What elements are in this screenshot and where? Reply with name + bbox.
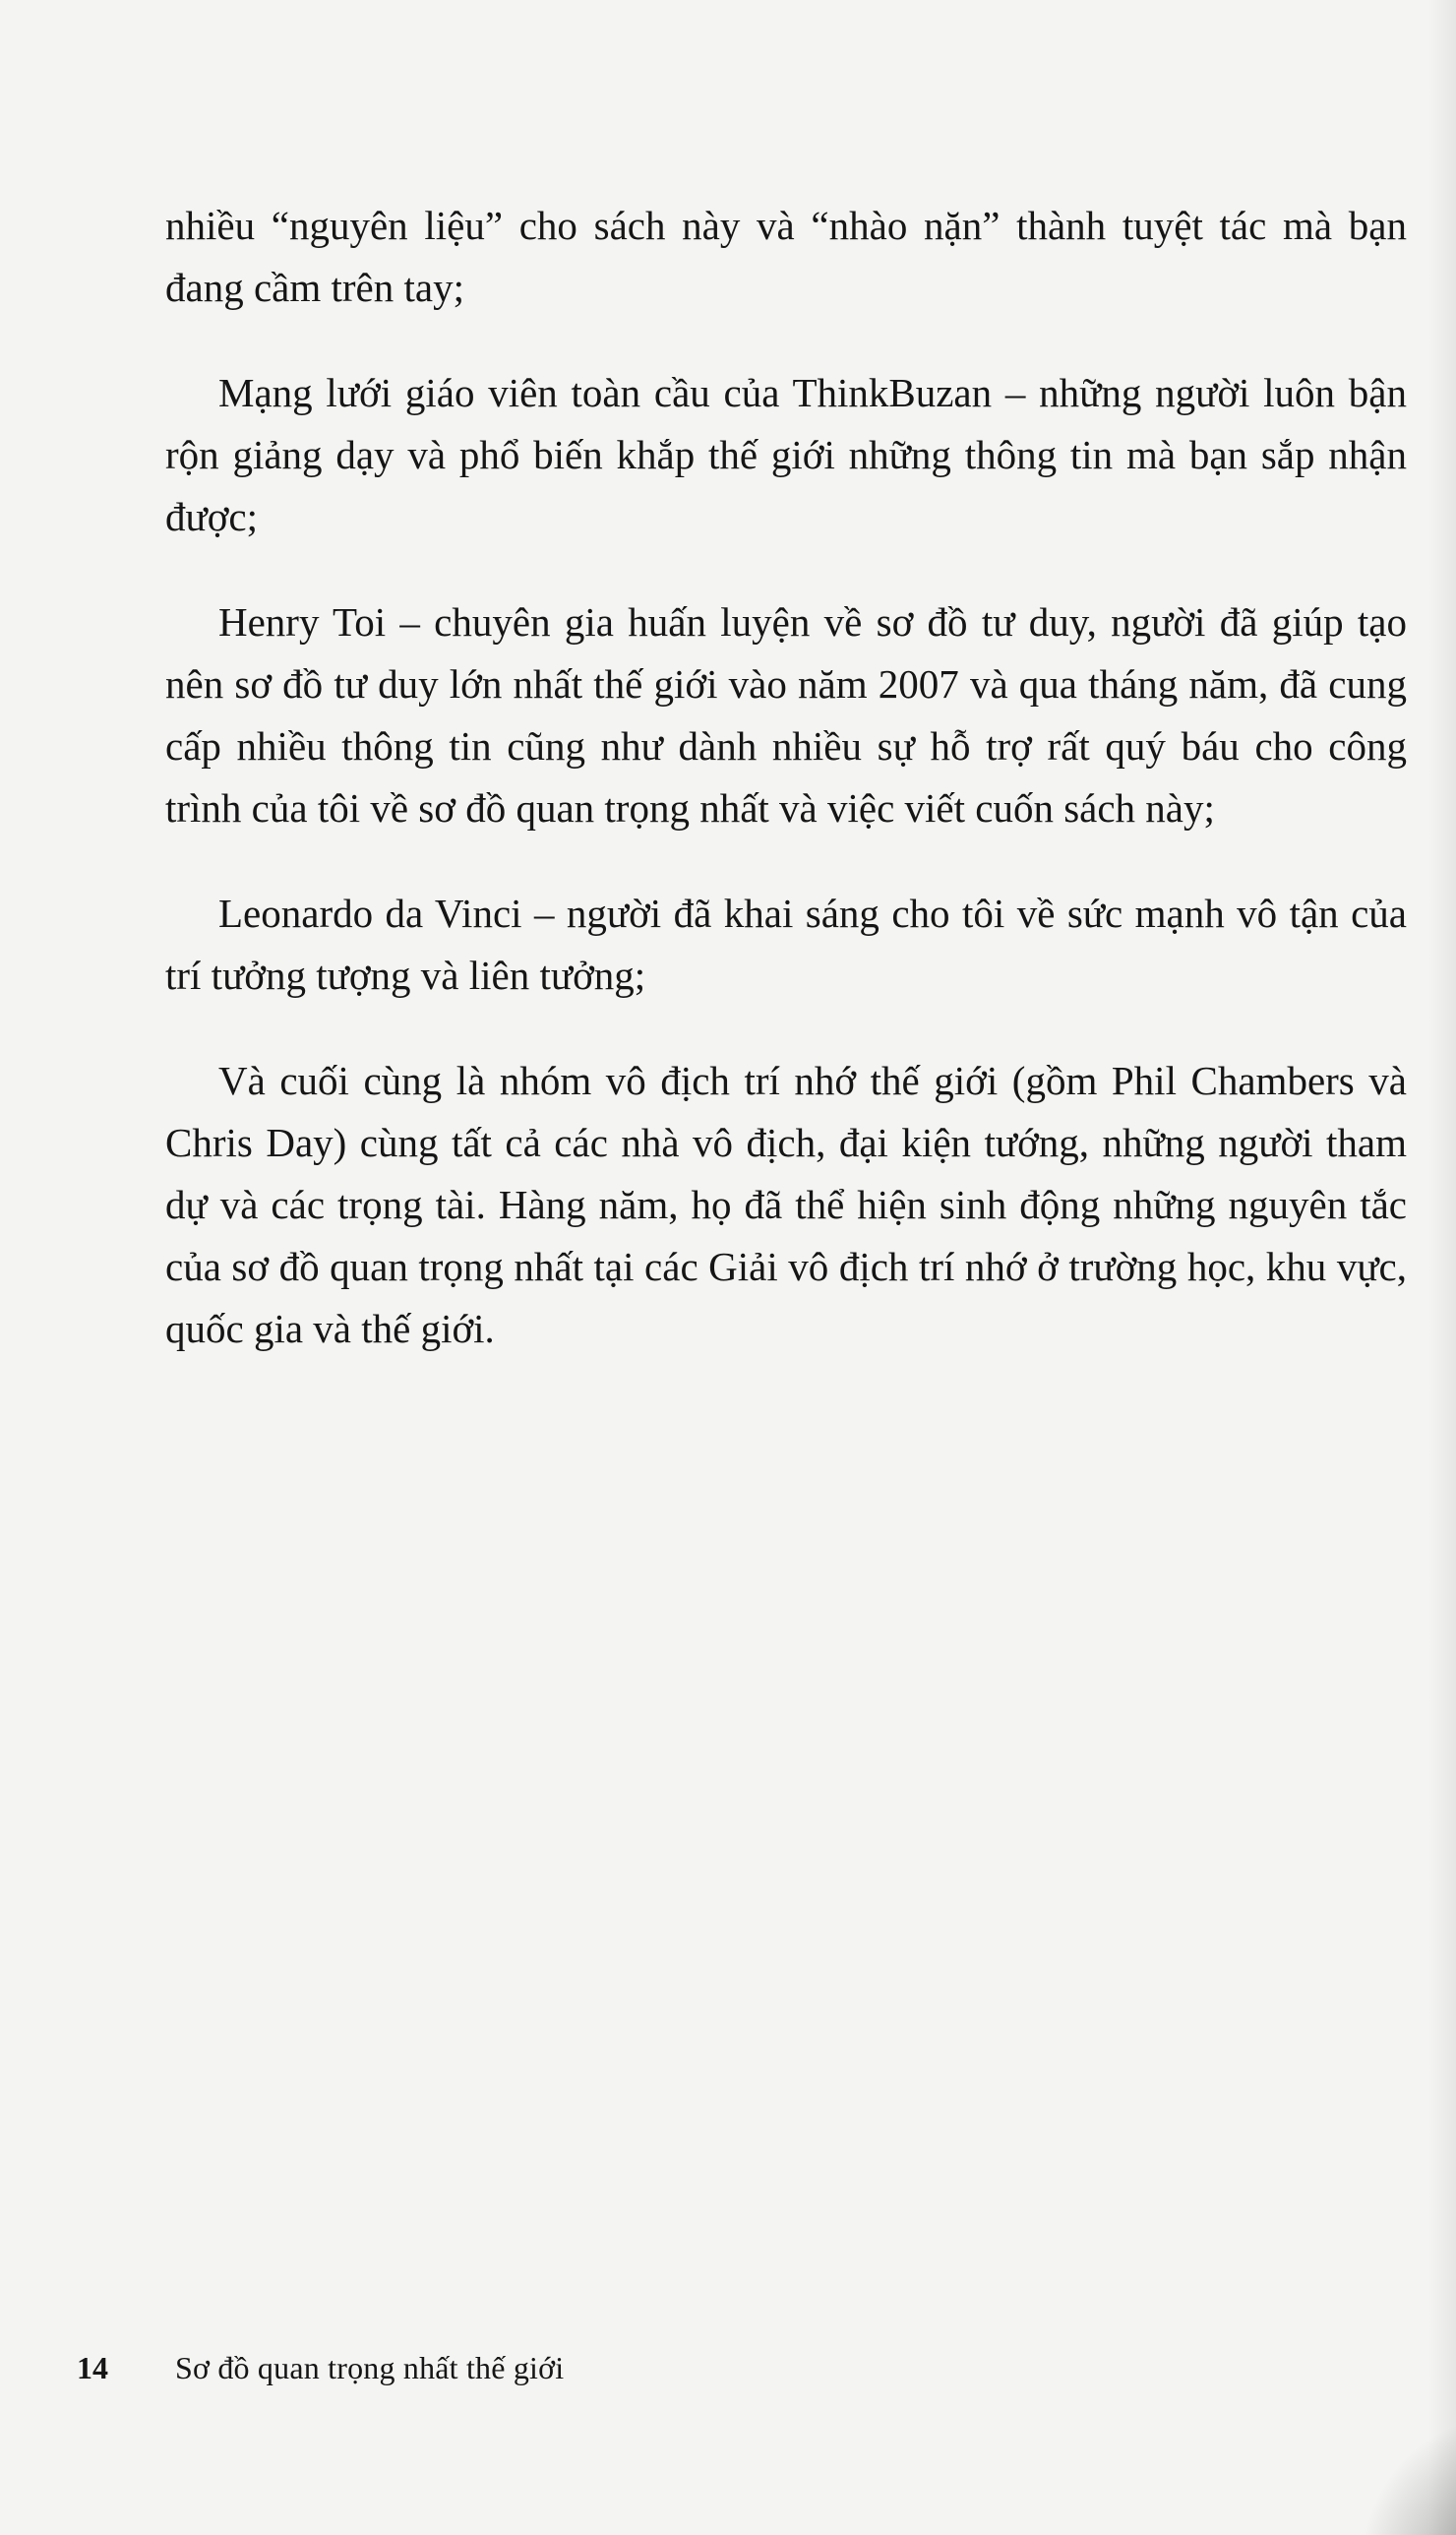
running-title: Sơ đồ quan trọng nhất thế giới xyxy=(175,2350,565,2385)
paragraph-thinkbuzan-teachers: Mạng lưới giáo viên toàn cầu của ThinkBuzan – những người luôn bận rộn giảng dạy và phổ biến khắp thế giới những thông tin mà bạn sắp nhận được; xyxy=(165,370,1407,539)
paragraph-continuation: nhiều “nguyên liệu” cho sách này và “nhào nặn” thành tuyệt tác mà bạn đang cầm trên tay; xyxy=(165,203,1407,310)
page-edge-shading xyxy=(1428,0,1456,2535)
page-footer xyxy=(77,2350,564,2399)
paragraph-memory-champions: Và cuối cùng là nhóm vô địch trí nhớ thế giới (gồm Phil Chambers và Chris Day) cùng tất cả các nhà vô địch, đại kiện tướng, những người tham dự và các trọng tài. Hàng năm, họ đã thể hiện sinh động những nguyên tắc của sơ đồ quan trọng nhất tại các Giải vô địch trí nhớ ở trường học, khu vực, quốc gia và thế giới. xyxy=(165,1058,1407,1351)
body-text xyxy=(165,195,1407,1403)
paragraph-henry-toi: Henry Toi – chuyên gia huấn luyện về sơ đồ tư duy, người đã giúp tạo nên sơ đồ tư duy lớn nhất thế giới vào năm 2007 và qua tháng năm, đã cung cấp nhiều thông tin cũng như dành nhiều sự hỗ trợ rất quý báu cho công trình của tôi về sơ đồ quan trọng nhất và việc viết cuốn sách này; xyxy=(165,599,1407,831)
paragraph-leonardo-da-vinci: Leonardo da Vinci – người đã khai sáng cho tôi về sức mạnh vô tận của trí tưởng tượng và liên tưởng; xyxy=(165,891,1407,998)
page-corner-shadow xyxy=(1358,2417,1456,2535)
page-number: 14 xyxy=(77,2350,108,2385)
